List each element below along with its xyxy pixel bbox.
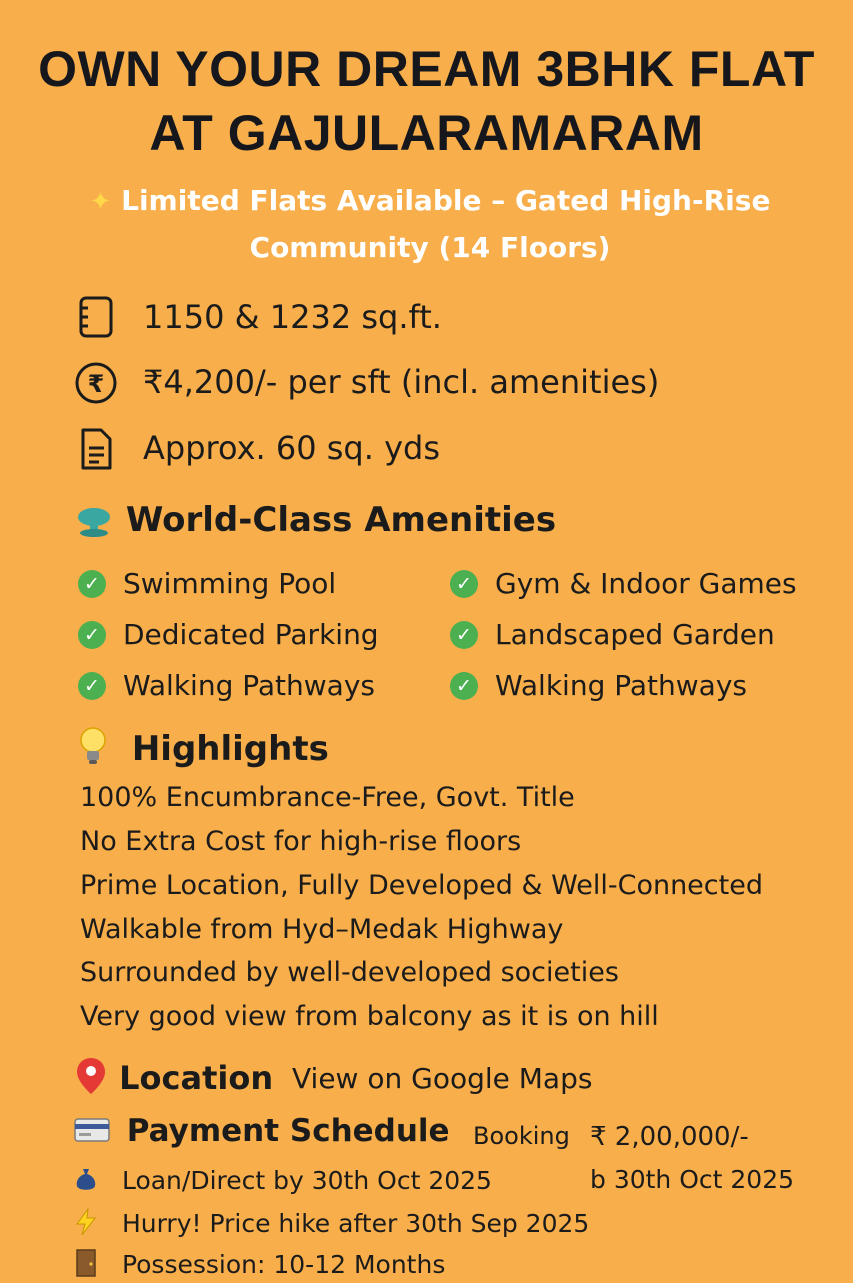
highlights-title: Highlights	[131, 729, 329, 769]
amenity-item	[450, 660, 797, 711]
amenity-item	[78, 609, 379, 660]
pin-icon	[74, 1056, 108, 1104]
location-title: Location	[119, 1059, 274, 1097]
highlight-item: 100% Encumbrance-Free, Govt. Title	[80, 782, 575, 813]
loan-right-text: b 30th Oct 2025	[590, 1165, 795, 1194]
booking-label: Booking	[473, 1122, 570, 1150]
pool-icon	[74, 506, 114, 538]
location-heading	[74, 1056, 273, 1104]
rupee-circle-icon	[74, 361, 118, 405]
amenity-label: Swimming Pool	[123, 567, 337, 600]
amenities-title: World-Class Amenities	[125, 500, 557, 540]
check-icon: ✓	[78, 672, 106, 700]
amenity-label: Landscaped Garden	[495, 618, 775, 651]
possession-row	[74, 1249, 445, 1283]
urgency-text: Hurry! Price hike after 30th Sep 2025	[121, 1209, 590, 1238]
amenities-heading	[74, 500, 556, 540]
door-icon	[74, 1249, 104, 1283]
notebook-icon	[74, 295, 118, 339]
amenity-label: Gym & Indoor Games	[495, 567, 797, 600]
title-line-1: OWN YOUR DREAM 3BHK FLAT	[38, 41, 815, 97]
amenity-item	[78, 660, 379, 711]
highlight-item: Walkable from Hyd–Medak Highway	[80, 914, 564, 945]
highlight-item: Very good view from balcony as it is on hill	[80, 1001, 659, 1032]
title-line-2: AT GAJULARAMARAM	[149, 105, 704, 161]
svg-text:₹: ₹	[87, 370, 105, 398]
amenities-left-list	[78, 558, 379, 711]
money-bag-icon	[74, 1165, 104, 1199]
possession-text: Possession: 10-12 Months	[121, 1250, 446, 1279]
credit-card-icon	[74, 1115, 110, 1151]
highlights-heading	[78, 726, 329, 775]
highlight-item: Prime Location, Fully Developed & Well-Connected	[80, 870, 763, 901]
highlight-item: No Extra Cost for high-rise floors	[80, 826, 522, 857]
subtitle	[30, 178, 830, 271]
amenity-item	[78, 558, 379, 609]
loan-row	[74, 1165, 492, 1199]
amenities-right-list	[450, 558, 797, 711]
subtitle-text: Limited Flats Available – Gated High-Rise Community (14 Floors)	[121, 184, 771, 264]
lightbulb-icon	[78, 726, 108, 775]
check-icon: ✓	[450, 570, 478, 598]
check-icon: ✓	[78, 621, 106, 649]
check-icon: ✓	[450, 621, 478, 649]
amenity-item	[450, 609, 797, 660]
payment-title: Payment Schedule	[126, 1113, 450, 1149]
google-maps-link[interactable]: View on Google Maps	[292, 1062, 593, 1095]
check-icon: ✓	[450, 672, 478, 700]
loan-text: Loan/Direct by 30th Oct 2025	[121, 1166, 492, 1195]
sparkles-icon: ✦	[89, 187, 112, 217]
lightning-icon	[74, 1208, 104, 1242]
payment-heading	[74, 1113, 450, 1151]
spec-area: Approx. 60 sq. yds	[143, 429, 440, 467]
document-icon	[74, 427, 118, 471]
urgency-row	[74, 1208, 589, 1242]
booking-amount: ₹ 2,00,000/-	[590, 1122, 749, 1152]
highlight-item: Surrounded by well-developed societies	[80, 957, 619, 988]
amenity-label: Walking Pathways	[495, 669, 747, 702]
spec-price: ₹4,200/- per sft (incl. amenities)	[143, 363, 660, 401]
amenity-label: Dedicated Parking	[123, 618, 379, 651]
spec-size: 1150 & 1232 sq.ft.	[143, 298, 442, 336]
check-icon: ✓	[78, 570, 106, 598]
amenity-label: Walking Pathways	[123, 669, 375, 702]
amenity-item	[450, 558, 797, 609]
